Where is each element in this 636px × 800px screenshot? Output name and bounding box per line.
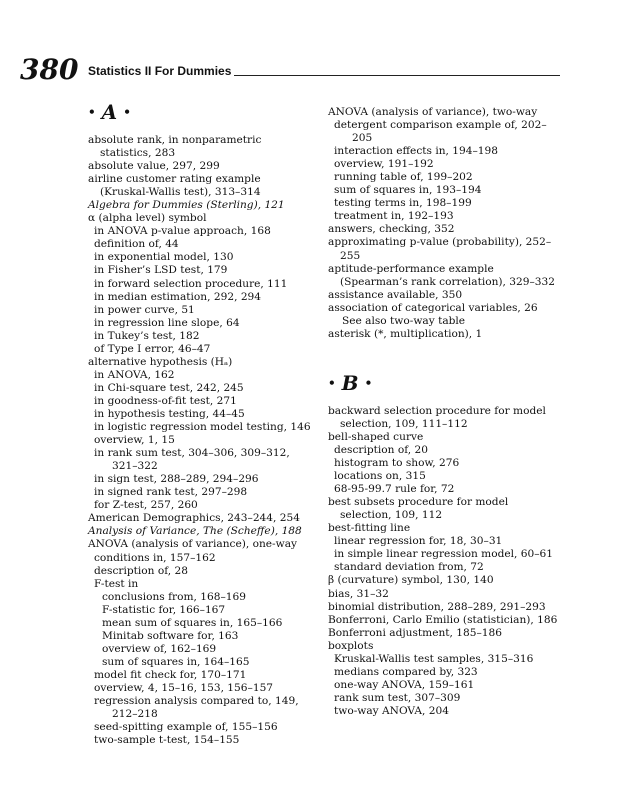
index-subentry: in hypothesis testing, 44–45 (94, 407, 245, 420)
index-subentry: overview, 1, 15 (94, 434, 175, 447)
index-subentry: in power curve, 51 (94, 303, 195, 316)
bullet-icon: • (364, 376, 373, 391)
bullet-icon: • (88, 105, 96, 120)
index-subentry: description of, 28 (94, 564, 189, 577)
index-subentry: detergent comparison example of, 202–205 (334, 119, 547, 145)
index-subentry: one-way ANOVA, 159–161 (334, 678, 475, 691)
index-subentry: in exponential model, 130 (94, 251, 234, 264)
index-subentry: model fit check for, 170–171 (94, 668, 247, 681)
index-cross-reference: See also two-way table (342, 314, 466, 327)
section-heading-b (328, 371, 558, 397)
index-subentry: overview, 4, 15–16, 153, 156–157 (94, 681, 274, 694)
index-entry: association of categorical variables, 26 (328, 301, 538, 314)
index-subentry: in ANOVA p-value approach, 168 (94, 225, 271, 238)
index-subentry: in Fisher’s LSD test, 179 (94, 264, 228, 277)
section-letter: A (101, 100, 118, 125)
index-subentry: two-sample t-test, 154–155 (94, 734, 240, 747)
index-subentry: in Tukey’s test, 182 (94, 329, 200, 342)
index-entry: assistance available, 350 (328, 288, 463, 301)
index-subentry: conditions in, 157–162 (94, 551, 216, 564)
index-subentry: testing terms in, 198–199 (334, 197, 472, 210)
index-subentry: in simple linear regression model, 60–61 (334, 548, 554, 561)
index-entry: absolute rank, in nonparametric statistics, 283 (88, 134, 262, 160)
index-subentry: in rank sum test, 304–306, 309–312, 321–322 (94, 447, 290, 473)
index-subentry: in regression line slope, 64 (94, 316, 240, 329)
index-column-left (88, 100, 312, 747)
index-subentry: description of, 20 (334, 443, 429, 456)
index-entry: ANOVA (analysis of variance), one-way (88, 538, 298, 551)
index-subentry: in median estimation, 292, 294 (94, 290, 262, 303)
index-subentry: rank sum test, 307–309 (334, 691, 461, 704)
index-subentry: seed-spitting example of, 155–156 (94, 721, 278, 734)
index-subentry: 68-95-99.7 rule for, 72 (334, 483, 455, 496)
index-entry: binomial distribution, 288–289, 291–293 (328, 600, 546, 613)
index-entry: Analysis of Variance, The (Scheffe), 188 (88, 525, 302, 538)
index-entry: best subsets procedure for model selection, 109, 112 (328, 496, 509, 522)
index-entry: airline customer rating example (Kruskal-Wallis test), 313–314 (88, 173, 261, 199)
index-entry: backward selection procedure for model selection, 109, 111–112 (328, 404, 546, 430)
index-subentry: regression analysis compared to, 149, 212–218 (94, 695, 299, 721)
index-subentry: in sign test, 288–289, 294–296 (94, 473, 259, 486)
index-subentry: linear regression for, 18, 30–31 (334, 535, 503, 548)
index-subsubentry: F-statistic for, 166–167 (102, 603, 226, 616)
index-entry: Algebra for Dummies (Sterling), 121 (88, 199, 285, 212)
page-number: 380 (20, 53, 79, 86)
bullet-icon: • (123, 105, 131, 120)
index-subentry: Kruskal-Wallis test samples, 315–316 (334, 652, 534, 665)
bullet-icon: • (328, 376, 336, 391)
index-subentry: for Z-test, 257, 260 (94, 499, 198, 512)
book-title: Statistics II For Dummies (88, 64, 232, 78)
index-entry: bell-shaped curve (328, 430, 424, 443)
index-subentry: overview, 191–192 (334, 158, 434, 171)
index-subentry: F-test in (94, 577, 139, 590)
index-entry: approximating p-value (probability), 252–255 (328, 236, 552, 262)
index-subentry: running table of, 199–202 (334, 171, 473, 184)
index-entry: American Demographics, 243–244, 254 (88, 512, 300, 525)
index-entry: Bonferroni, Carlo Emilio (statistician), 186 (328, 613, 558, 626)
index-entry: Bonferroni adjustment, 185–186 (328, 626, 503, 639)
index-entry: alternative hypothesis (Hₐ) (88, 355, 233, 368)
index-subentry: of Type I error, 46–47 (94, 342, 211, 355)
index-subentry: locations on, 315 (334, 470, 426, 483)
index-subentry: standard deviation from, 72 (334, 561, 484, 574)
index-subsubentry: sum of squares in, 164–165 (102, 655, 250, 668)
page-header (20, 53, 560, 88)
index-subentry: definition of, 44 (94, 238, 179, 251)
index-entry: aptitude-performance example (Spearman’s rank correlation), 329–332 (328, 262, 556, 288)
index-subsubentry: conclusions from, 168–169 (102, 590, 246, 603)
index-entry: answers, checking, 352 (328, 223, 455, 236)
index-subentry: in ANOVA, 162 (94, 368, 175, 381)
section-heading-a (88, 100, 312, 126)
index-column-right (328, 100, 558, 718)
index-subentry: two-way ANOVA, 204 (334, 704, 449, 717)
index-entry: boxplots (328, 639, 374, 652)
index-subentry: in signed rank test, 297–298 (94, 486, 248, 499)
index-entry: β (curvature) symbol, 130, 140 (328, 574, 494, 587)
index-subentry: in goodness-of-fit test, 271 (94, 394, 237, 407)
index-entry: α (alpha level) symbol (88, 212, 207, 225)
section-letter: B (341, 371, 359, 396)
index-subsubentry: Minitab software for, 163 (102, 629, 239, 642)
index-subentry: histogram to show, 276 (334, 457, 460, 470)
index-subsubentry: overview of, 162–169 (102, 642, 217, 655)
index-subentry: interaction effects in, 194–198 (334, 145, 499, 158)
index-subentry: in logistic regression model testing, 146 (94, 421, 311, 434)
index-subentry: in forward selection procedure, 111 (94, 277, 288, 290)
index-subentry: medians compared by, 323 (334, 665, 478, 678)
index-subentry: in Chi-square test, 242, 245 (94, 381, 244, 394)
index-entry: asterisk (*, multiplication), 1 (328, 327, 483, 340)
index-subentry: sum of squares in, 193–194 (334, 184, 482, 197)
index-subsubentry: mean sum of squares in, 165–166 (102, 616, 283, 629)
index-entry: bias, 31–32 (328, 587, 389, 600)
index-entry: ANOVA (analysis of variance), two-way (328, 106, 538, 118)
index-subentry: treatment in, 192–193 (334, 210, 454, 223)
index-entry: best-fitting line (328, 522, 411, 535)
index-entry: absolute value, 297, 299 (88, 160, 220, 173)
header-rule (234, 75, 560, 76)
